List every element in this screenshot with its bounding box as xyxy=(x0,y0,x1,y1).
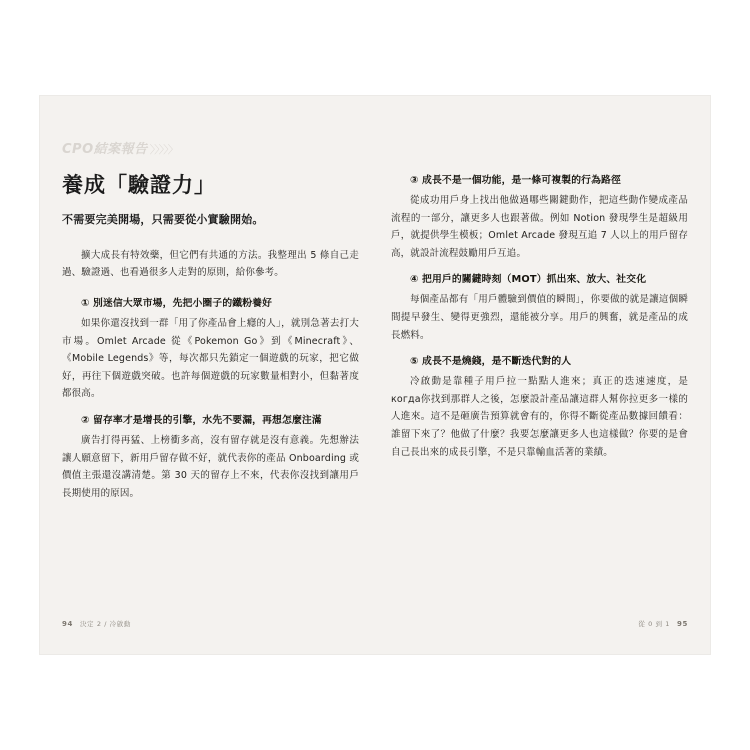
item-body: 廣告打得再猛、上榜衝多高，沒有留存就是沒有意義。先想辦法讓人願意留下，新用戶留存做不好，就代表你的產品 Onboarding 或價值主張還沒講清楚。第 30 天的留存上不來，代表你沒找到讓用戶長期使用的原因。 xyxy=(62,435,359,499)
item-heading: ③ 成長不是一個功能，是一條可複製的行為路徑 xyxy=(410,175,621,186)
item-heading: ④ 把用戶的關鍵時刻（MOT）抓出來、放大、社交化 xyxy=(410,274,647,286)
item-heading: ⑤ 成長不是燒錢，是不斷迭代對的人 xyxy=(410,356,572,368)
footer-right xyxy=(638,619,688,628)
footer-left xyxy=(62,619,131,628)
list-item xyxy=(391,271,688,344)
page-subtitle: 不需要完美開場，只需要從小實驗開始。 xyxy=(62,213,264,227)
item-body: 冷啟動是靠種子用戶拉一點點人進來；真正的迭速速度，是когда你找到那群人之後，怎麼設計產品讓這群人幫你拉更多一樣的人進來。這不是砸廣告預算就會有的，你得不斷從產品數據回饋看：誰留下來了？他做了什麼？我要怎麼讓更多人也這樣做？你要的是會自己長出來的成長引擎，不是只靠輸血活著的業績。 xyxy=(391,376,688,458)
item-heading: ① 別迷信大眾市場，先把小圈子的鐵粉養好 xyxy=(81,298,273,310)
footer-label-right: 從 0 到 1 xyxy=(638,620,671,628)
page-number-right: 95 xyxy=(677,619,688,628)
item-body: 從成功用戶身上找出他做過哪些關鍵動作，把這些動作變成產品流程的一部分，讓更多人也跟著做。例如 Notion 發現學生是超級用戶，就提供學生模板；Omlet Arcade 發現互追 7 人以上的用戶留存高，就設計流程鼓勵用戶互追。 xyxy=(391,195,688,259)
item-body: 如果你還沒找到一群「用了你產品會上癮的人」，就別急著去打大市場。Omlet Arcade 從《Pokemon Go》到《Minecraft》、《Mobile Legends》等，每次都只先鎖定一個遊戲的玩家，把它做好，再往下個遊戲突破。也許每個遊戲的玩家數量相對小，但黏著度都很高。 xyxy=(62,318,359,400)
page-title: 養成「驗證力」 xyxy=(62,173,216,197)
list-item xyxy=(62,412,359,502)
two-column-layout xyxy=(62,172,688,511)
running-head-arrows-icon: 〉〉〉〉〉 xyxy=(149,142,178,156)
running-head-text: CPO結案報告 xyxy=(62,142,148,157)
intro-paragraph: 擴大成長有特效藥，但它們有共通的方法。我整理出 5 條自己走過、驗證過、也看過很多人走對的原則，給你參考。 xyxy=(62,249,359,279)
left-column xyxy=(62,172,359,511)
list-item xyxy=(62,295,359,403)
page-number-left: 94 xyxy=(62,619,73,628)
list-item xyxy=(391,172,688,262)
book-page-spread xyxy=(40,96,710,654)
list-item xyxy=(391,353,688,461)
running-head xyxy=(62,138,178,157)
item-body: 每個產品都有「用戶體驗到價值的瞬間」，你要做的就是讓這個瞬間提早發生、變得更強烈，還能被分享。用戶的興奮，就是產品的成長燃料。 xyxy=(391,294,688,341)
right-column xyxy=(391,172,688,511)
item-heading: ② 留存率才是增長的引擎，水先不要漏，再想怎麼注滿 xyxy=(81,414,322,426)
footer-label-left: 決定 2 / 冷啟動 xyxy=(79,620,131,628)
